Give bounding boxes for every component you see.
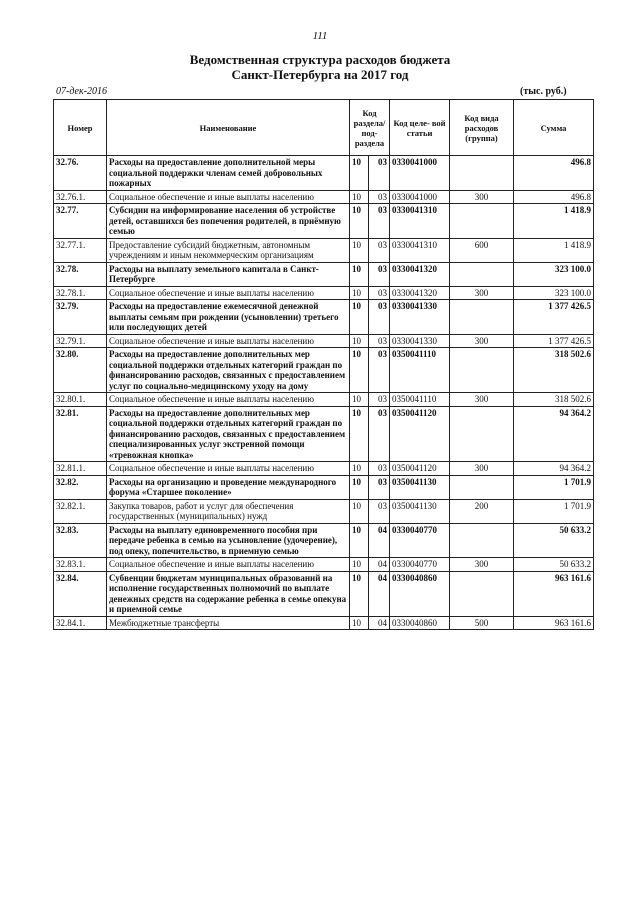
row-number: 32.84.1. xyxy=(54,616,107,630)
table-row xyxy=(54,406,594,462)
row-amount: 323 100.0 xyxy=(514,286,594,300)
row-amount: 323 100.0 xyxy=(514,262,594,286)
table-row xyxy=(54,475,594,499)
row-target-code: 0350041130 xyxy=(390,475,450,499)
table-row xyxy=(54,286,594,300)
row-target-code: 0330041330 xyxy=(390,334,450,348)
row-subsection: 03 xyxy=(369,204,390,239)
row-subsection: 03 xyxy=(369,262,390,286)
row-expense-code xyxy=(450,262,514,286)
row-name: Социальное обеспечение и иные выплаты населению xyxy=(107,558,350,572)
row-section: 10 xyxy=(350,334,369,348)
row-expense-code xyxy=(450,348,514,393)
row-amount: 963 161.6 xyxy=(514,571,594,616)
row-number: 32.79.1. xyxy=(54,334,107,348)
row-subsection: 04 xyxy=(369,558,390,572)
row-expense-code: 300 xyxy=(450,334,514,348)
header-amount: Сумма xyxy=(514,100,594,156)
row-expense-code: 300 xyxy=(450,393,514,407)
header-expense: Код вида расходов (группа) xyxy=(450,100,514,156)
row-target-code: 0330040860 xyxy=(390,571,450,616)
row-section: 10 xyxy=(350,190,369,204)
row-section: 10 xyxy=(350,156,369,191)
table-row xyxy=(54,616,594,630)
row-name: Межбюджетные трансферты xyxy=(107,616,350,630)
row-target-code: 0350041110 xyxy=(390,348,450,393)
row-expense-code xyxy=(450,523,514,558)
row-target-code: 0350041120 xyxy=(390,406,450,462)
row-expense-code xyxy=(450,475,514,499)
title-line-2: Санкт-Петербурга на 2017 год xyxy=(231,67,409,82)
row-target-code: 0330041310 xyxy=(390,238,450,262)
row-amount: 1 377 426.5 xyxy=(514,334,594,348)
row-name: Социальное обеспечение и иные выплаты населению xyxy=(107,286,350,300)
row-amount: 496.8 xyxy=(514,156,594,191)
row-name: Расходы на предоставление дополнительных мер социальной поддержки отдельных категорий граждан по финансированию расходов, связанных с предоставлением специализированных услуг экстренной помощи «тревожная кнопка» xyxy=(107,406,350,462)
row-name: Расходы на предоставление ежемесячной денежной выплаты семьям при рождении (усыновлении) третьего или последующих детей xyxy=(107,300,350,335)
row-expense-code xyxy=(450,571,514,616)
row-name: Социальное обеспечение и иные выплаты населению xyxy=(107,393,350,407)
row-section: 10 xyxy=(350,393,369,407)
row-name: Расходы на организацию и проведение международного форума «Старшее поколение» xyxy=(107,475,350,499)
row-number: 32.83. xyxy=(54,523,107,558)
row-expense-code: 300 xyxy=(450,286,514,300)
table-row xyxy=(54,190,594,204)
row-number: 32.81.1. xyxy=(54,462,107,476)
row-subsection: 04 xyxy=(369,616,390,630)
row-name: Расходы на выплату земельного капитала в Санкт-Петербурге xyxy=(107,262,350,286)
table-body xyxy=(54,156,594,630)
row-section: 10 xyxy=(350,558,369,572)
document-title xyxy=(0,52,640,82)
header-number: Номер xyxy=(54,100,107,156)
row-amount: 50 633.2 xyxy=(514,523,594,558)
row-expense-code: 200 xyxy=(450,499,514,523)
row-target-code: 0350041120 xyxy=(390,462,450,476)
row-amount: 963 161.6 xyxy=(514,616,594,630)
row-target-code: 0330041000 xyxy=(390,156,450,191)
row-number: 32.78.1. xyxy=(54,286,107,300)
table-row xyxy=(54,499,594,523)
row-target-code: 0330041000 xyxy=(390,190,450,204)
row-amount: 94 364.2 xyxy=(514,462,594,476)
row-section: 10 xyxy=(350,262,369,286)
row-number: 32.76.1. xyxy=(54,190,107,204)
row-expense-code xyxy=(450,300,514,335)
row-number: 32.80.1. xyxy=(54,393,107,407)
row-expense-code: 300 xyxy=(450,558,514,572)
table-row xyxy=(54,571,594,616)
row-number: 32.76. xyxy=(54,156,107,191)
row-amount: 50 633.2 xyxy=(514,558,594,572)
row-expense-code: 300 xyxy=(450,462,514,476)
table-row xyxy=(54,334,594,348)
units-label: (тыс. руб.) xyxy=(520,86,567,97)
table-row xyxy=(54,204,594,239)
table-row xyxy=(54,558,594,572)
row-expense-code: 300 xyxy=(450,190,514,204)
row-section: 10 xyxy=(350,238,369,262)
row-number: 32.84. xyxy=(54,571,107,616)
row-name: Субвенции бюджетам муниципальных образований на исполнение государственных полномочий по выплате денежных средств на содержание ребенка в семье опекуна и приемной семье xyxy=(107,571,350,616)
row-subsection: 04 xyxy=(369,523,390,558)
table-row xyxy=(54,348,594,393)
row-section: 10 xyxy=(350,462,369,476)
row-target-code: 0330041330 xyxy=(390,300,450,335)
row-target-code: 0330041320 xyxy=(390,286,450,300)
title-line-1: Ведомственная структура расходов бюджета xyxy=(189,52,451,67)
row-name: Расходы на предоставление дополнительной меры социальной поддержки членам семей добровольных пожарных xyxy=(107,156,350,191)
row-section: 10 xyxy=(350,204,369,239)
row-subsection: 03 xyxy=(369,499,390,523)
row-section: 10 xyxy=(350,300,369,335)
row-subsection: 03 xyxy=(369,334,390,348)
budget-table xyxy=(53,99,594,630)
row-name: Закупка товаров, работ и услуг для обеспечения государственных (муниципальных) нужд xyxy=(107,499,350,523)
row-number: 32.82.1. xyxy=(54,499,107,523)
table-row xyxy=(54,462,594,476)
header-name: Наименование xyxy=(107,100,350,156)
table-row xyxy=(54,238,594,262)
row-name: Социальное обеспечение и иные выплаты населению xyxy=(107,334,350,348)
table-row xyxy=(54,393,594,407)
row-section: 10 xyxy=(350,499,369,523)
table-row xyxy=(54,523,594,558)
row-target-code: 0350041110 xyxy=(390,393,450,407)
row-number: 32.78. xyxy=(54,262,107,286)
row-number: 32.77.1. xyxy=(54,238,107,262)
row-subsection: 03 xyxy=(369,393,390,407)
row-subsection: 03 xyxy=(369,348,390,393)
row-subsection: 03 xyxy=(369,238,390,262)
row-subsection: 03 xyxy=(369,475,390,499)
row-subsection: 03 xyxy=(369,190,390,204)
row-target-code: 0330041320 xyxy=(390,262,450,286)
row-expense-code xyxy=(450,156,514,191)
row-name: Расходы на предоставление дополнительных мер социальной поддержки отдельных категорий граждан по финансированию расходов, связанных с предоставлением услуг по социально-медицинскому уходу на дому xyxy=(107,348,350,393)
row-name: Расходы на выплату единовременного пособия при передаче ребенка в семью на усыновление (удочерение), под опеку, попечительство, в приемную семью xyxy=(107,523,350,558)
row-section: 10 xyxy=(350,286,369,300)
header-section: Код раздела/ под- раздела xyxy=(350,100,390,156)
row-amount: 318 502.6 xyxy=(514,393,594,407)
table-row xyxy=(54,156,594,191)
row-amount: 1 377 426.5 xyxy=(514,300,594,335)
row-subsection: 03 xyxy=(369,156,390,191)
row-amount: 318 502.6 xyxy=(514,348,594,393)
row-subsection: 03 xyxy=(369,300,390,335)
row-expense-code xyxy=(450,204,514,239)
row-name: Предоставление субсидий бюджетным, автономным учреждениям и иным некоммерческим организациям xyxy=(107,238,350,262)
document-date: 07-дек-2016 xyxy=(56,86,107,97)
row-subsection: 03 xyxy=(369,406,390,462)
row-section: 10 xyxy=(350,616,369,630)
header-target: Код целе- вой статьи xyxy=(390,100,450,156)
table-row xyxy=(54,262,594,286)
row-target-code: 0350041130 xyxy=(390,499,450,523)
row-target-code: 0330040860 xyxy=(390,616,450,630)
row-number: 32.79. xyxy=(54,300,107,335)
row-section: 10 xyxy=(350,406,369,462)
row-subsection: 03 xyxy=(369,286,390,300)
table-header-row xyxy=(54,100,594,156)
row-name: Социальное обеспечение и иные выплаты населению xyxy=(107,462,350,476)
row-target-code: 0330040770 xyxy=(390,558,450,572)
row-amount: 1 418.9 xyxy=(514,238,594,262)
row-number: 32.77. xyxy=(54,204,107,239)
row-subsection: 03 xyxy=(369,462,390,476)
row-subsection: 04 xyxy=(369,571,390,616)
row-expense-code xyxy=(450,406,514,462)
row-section: 10 xyxy=(350,571,369,616)
row-name: Субсидии на информирование населения об устройстве детей, оставшихся без попечения родителей, в приёмную семью xyxy=(107,204,350,239)
row-section: 10 xyxy=(350,475,369,499)
row-section: 10 xyxy=(350,348,369,393)
row-amount: 496.8 xyxy=(514,190,594,204)
row-amount: 1 701.9 xyxy=(514,475,594,499)
row-number: 32.83.1. xyxy=(54,558,107,572)
row-section: 10 xyxy=(350,523,369,558)
row-target-code: 0330040770 xyxy=(390,523,450,558)
row-number: 32.81. xyxy=(54,406,107,462)
row-expense-code: 500 xyxy=(450,616,514,630)
row-number: 32.82. xyxy=(54,475,107,499)
row-target-code: 0330041310 xyxy=(390,204,450,239)
page-number: 111 xyxy=(312,30,328,42)
row-number: 32.80. xyxy=(54,348,107,393)
row-expense-code: 600 xyxy=(450,238,514,262)
row-amount: 94 364.2 xyxy=(514,406,594,462)
row-name: Социальное обеспечение и иные выплаты населению xyxy=(107,190,350,204)
row-amount: 1 418.9 xyxy=(514,204,594,239)
table-row xyxy=(54,300,594,335)
row-amount: 1 701.9 xyxy=(514,499,594,523)
